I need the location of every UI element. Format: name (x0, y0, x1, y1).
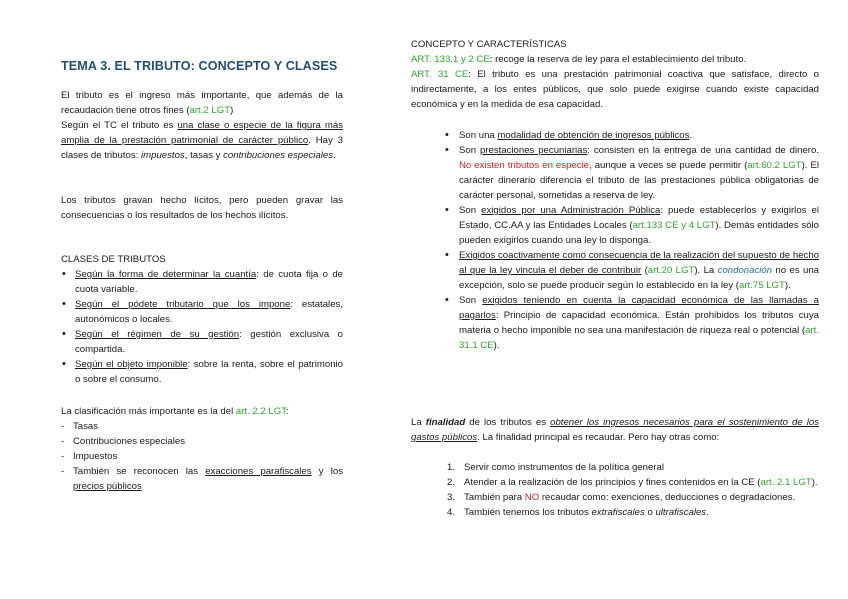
clasificacion-line (61, 404, 343, 419)
text: . Hay 3 clases de tributos: (61, 135, 343, 161)
text: También tenemos los tributos (464, 507, 592, 518)
text: o (644, 507, 656, 518)
list-item (445, 128, 819, 143)
text: También para (464, 492, 525, 503)
text: ). El carácter dinerario diferencia el tributo de las prestaciones pública obligatorias de carácter personal, sometidas a reserva de ley. (459, 160, 819, 201)
list-item (447, 505, 819, 520)
italic-text: contribuciones especiales (223, 150, 333, 161)
legal-ref: art. 31.1 CE (459, 325, 819, 351)
text: Son (459, 145, 480, 156)
text: , aunque a veces se puede permitir ( (589, 160, 748, 171)
text: no es una excepción, solo se puede producir según lo establecido en la ley ( (459, 265, 819, 291)
art31-paragraph (411, 67, 819, 112)
legal-ref: art.75 LGT (739, 280, 785, 291)
text: : sobre la renta, sobre el patrimonio o sobre el consumo. (75, 359, 343, 385)
highlight-text: NO (524, 492, 540, 503)
text: Según el TC el tributo es (61, 120, 178, 131)
clases-heading: CLASES DE TRIBUTOS (61, 254, 166, 265)
text: ). La (694, 265, 718, 276)
list-item (445, 203, 819, 248)
text: : estatales, autonómicos o locales. (75, 299, 343, 325)
text: . (689, 130, 693, 141)
text: La clasificación más importante es la del (61, 406, 236, 417)
text: . (706, 507, 709, 518)
text: . La finalidad principal es recaudar. Pero hay otras como: (477, 432, 720, 443)
text: Son una (459, 130, 498, 141)
list-item: - Contribuciones especiales (61, 434, 343, 449)
italic-text: impuestos (141, 150, 185, 161)
text: ). (493, 340, 500, 351)
text: : gestión exclusiva o compartida. (75, 329, 344, 355)
text: Son (459, 295, 483, 306)
text: El tributo es el ingreso más importante, que además de la recaudación tiene otros fines ( (61, 90, 343, 116)
underlined-text: Según la forma de determinar la cuantía (75, 269, 257, 280)
tipos-list (61, 419, 343, 494)
fines-list (447, 460, 819, 520)
clases-list (61, 267, 343, 387)
text: y los (311, 466, 343, 477)
legal-ref: art.2 LGT (189, 105, 231, 116)
list-item: - Impuestos (61, 449, 343, 464)
list-item (61, 297, 343, 327)
list-item (61, 327, 343, 357)
list-item (447, 460, 819, 475)
item-number: 3. (447, 492, 456, 503)
text: ). (811, 477, 818, 488)
list-item (445, 143, 819, 203)
text: . (333, 150, 336, 161)
underlined-text: exacciones parafiscales (205, 466, 312, 477)
item-number: 1. (447, 462, 456, 473)
underlined-text: exigidos por una Administración Pública (481, 205, 661, 216)
underlined-text: Según el régimen de su gestión (75, 329, 240, 340)
text: : recoge la reserva de ley para el establecimiento del tributo. (489, 54, 747, 65)
concepto-heading: CONCEPTO Y CARACTERÍSTICAS (411, 39, 567, 50)
text: ). Demás entidades sólo pueden exigirlos cuando una ley lo disponga. (459, 220, 819, 246)
text: ( (641, 265, 648, 276)
legal-ref: ART. 133.1 y 2 CE (411, 54, 490, 65)
text: : de cuota fija o de cuota variable. (75, 269, 343, 295)
text: La (411, 417, 426, 428)
text: recaudar como: exenciones, deducciones o degradaciones. (539, 492, 796, 503)
text: : puede establecerlos y exigirlos el Estado, CC.AA y las Entidades Locales ( (459, 205, 819, 231)
text: ). (784, 280, 791, 291)
item-number: 4. (447, 507, 456, 518)
underlined-text: precios públicos (73, 481, 142, 492)
italic-term: condonación (717, 265, 773, 276)
intro-paragraph (61, 88, 343, 163)
list-item (445, 293, 819, 353)
list-item (447, 475, 819, 490)
list-item (61, 357, 343, 387)
legal-ref: art.60.2 LGT (747, 160, 802, 171)
underlined-text: prestaciones pecuniarias (479, 145, 588, 156)
finalidad-paragraph (411, 415, 819, 445)
hechos-paragraph: Los tributos gravan hecho lícitos, pero pueden gravar las consecuencias o los resultados de los hechos ilícitos. (61, 195, 343, 221)
list-item (445, 248, 819, 293)
text: También se reconocen las (73, 466, 206, 477)
text: : El tributo es una prestación patrimonial coactiva que satisface, directo o indirectamente, a los entes públicos, que solo puede exigirse cuando existe capacidad económica y en la medida de esa capacidad. (411, 69, 819, 110)
highlight-text: No existen tributos en especie (459, 160, 590, 171)
text: Atender a la realización de los principios y fines contenidos en la CE ( (464, 477, 761, 488)
legal-ref: art.20 LGT (647, 265, 695, 276)
underlined-text: Exigidos coactivamente como consecuencia de la realización del supuesto de hecho al que la ley vincula el deber de contribuir (459, 250, 819, 276)
item-number: 2. (447, 477, 456, 488)
legal-ref: art.133 CE y 4 LGT (632, 220, 716, 231)
text: Son (459, 205, 482, 216)
list-item: - Tasas (61, 419, 343, 434)
italic-text: ultrafiscales (655, 507, 707, 518)
bold-italic-text: finalidad (425, 417, 466, 428)
text: : Principio de capacidad económica. Están prohibidos los tributos cuya materia o hecho imponible no sea una manifestación de riqueza real o potencial ( (459, 310, 819, 336)
underlined-text: Según el objeto imponible (75, 359, 188, 370)
underlined-text: exigidos teniendo en cuenta la capacidad económica de las llamadas a pagarlos (459, 295, 819, 321)
list-item (447, 490, 819, 505)
legal-ref: art. 2.2 LGT (235, 406, 287, 417)
list-item (61, 267, 343, 297)
underlined-text: Según el pódete tributario que los impone (75, 299, 291, 310)
text: ) (230, 105, 234, 116)
text: de los tributos es (465, 417, 551, 428)
legal-ref: ART. 31 CE (411, 69, 469, 80)
list-item (61, 464, 343, 494)
underlined-text: obtener los ingresos necesarios para el sostenimiento de los gastos públicos (411, 417, 819, 443)
text: : consisten en la entrega de una cantidad de dinero. (587, 145, 819, 156)
text: : (286, 406, 289, 417)
underlined-text: una clase o especie de la figura más amplia de la prestación patrimonial de carácter público (61, 120, 343, 146)
caracteristicas-list (445, 128, 819, 353)
text: , tasas y (184, 150, 224, 161)
italic-text: extrafiscales (591, 507, 645, 518)
page-title: TEMA 3. EL TRIBUTO: CONCEPTO Y CLASES (61, 59, 338, 73)
legal-ref: art. 2.1 LGT (760, 477, 812, 488)
art133-line (411, 52, 819, 67)
underlined-text: modalidad de obtención de ingresos públicos (497, 130, 690, 141)
text: Servir como instrumentos de la política general (464, 462, 664, 473)
